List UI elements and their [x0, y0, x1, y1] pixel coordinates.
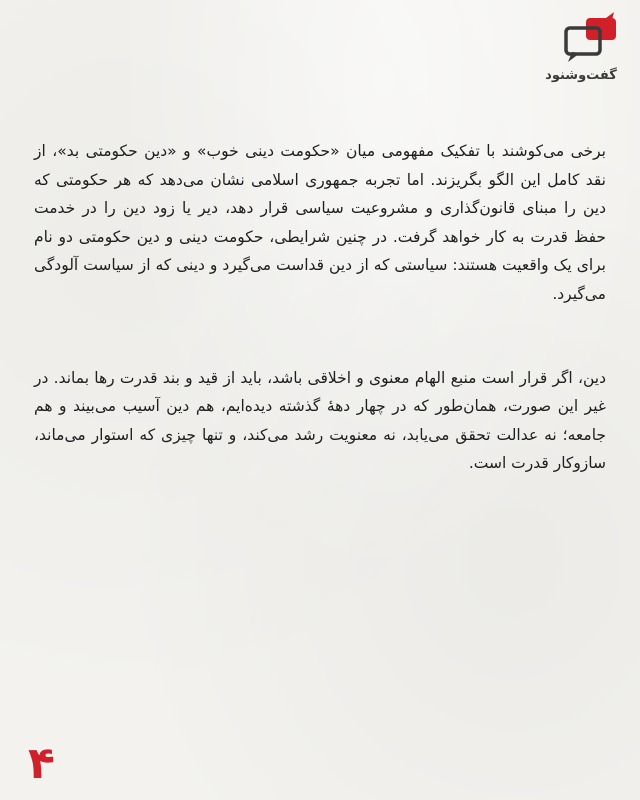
speech-bubbles-icon — [560, 12, 620, 66]
brand-logo — [542, 12, 620, 104]
article-paragraph-2: دین، اگر قرار است منبع الهام معنوی و اخلاقی باشد، باید از قید و بند قدرت رها بماند. در غیر این صورت، همان‌طور که در چهار دههٔ گذشته دیده‌ایم، هم دین آسیب می‌بیند و هم جامعه؛ نه عدالت تحقق می‌یابد، نه معنویت رشد می‌کند، و تنها چیزی که استوار می‌ماند، سازوکار قدرت است. — [34, 368, 606, 473]
article-paragraph-1: برخی می‌کوشند با تفکیک مفهومی میان «حکومت دینی خوب» و «دین حکومتی بد»، از نقد کامل این الگو بگریزند. اما تجربه جمهوری اسلامی نشان می‌دهد که هر حکومتی که دین را مبنای قانون‌گذاری و مشروعیت سیاسی قرار دهد، دیر یا زود دین را در خدمت حفظ قدرت به کار خواهد گرفت. در چنین شرایطی، حکومت دینی و دین حکومتی دو نام برای یک واقعیت هستند: سیاستی که از دین قداست می‌گیرد و دینی که از سیاست آلودگی می‌گیرد. — [34, 142, 606, 303]
page-number: ۴ — [28, 738, 55, 789]
article-body — [34, 137, 606, 478]
brand-name: گفت‌وشنود — [545, 68, 617, 83]
